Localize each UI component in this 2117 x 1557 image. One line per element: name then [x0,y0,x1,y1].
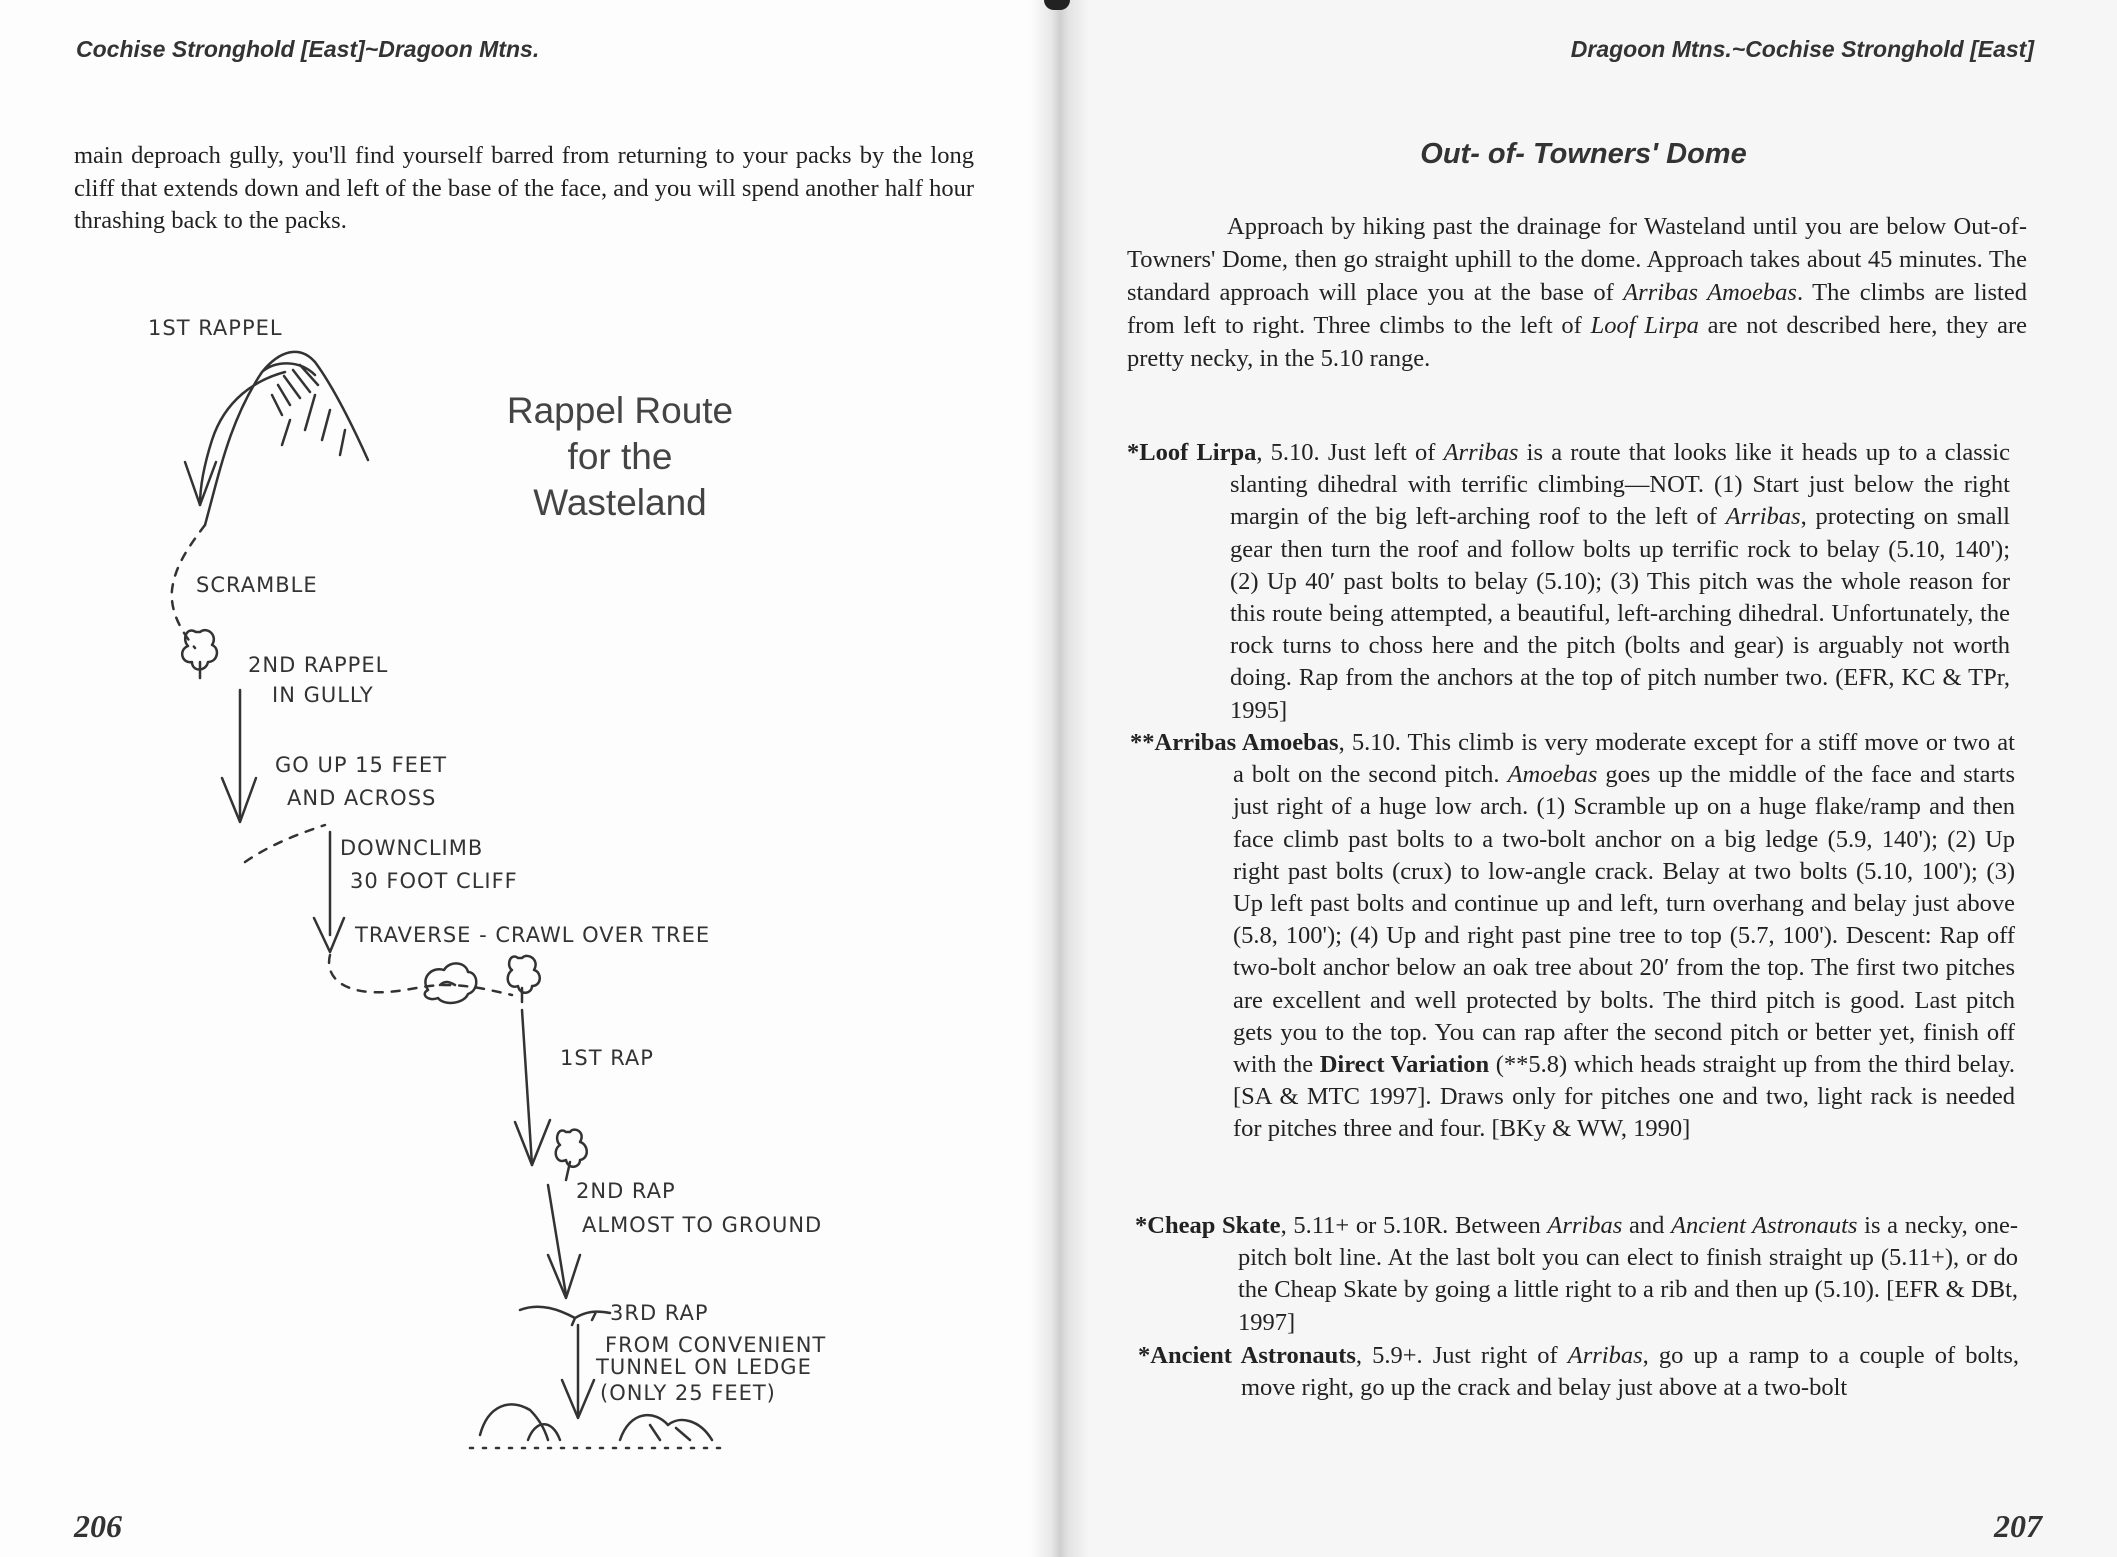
diagram-title-line: for the [567,436,673,477]
traverse-path [329,955,512,995]
label-third-rap-4: (ONLY 25 FEET) [600,1381,776,1405]
ground-rocks [480,1404,712,1440]
diagram-title [470,388,770,526]
label-third-rap-2: FROM CONVENIENT [605,1333,827,1357]
route-entry-arribas-amoebas: **Arribas Amoebas, 5.10. This climb is very moderate except for a stiff move or two at a bolt on the second pitch. Amoebas goes up the middle of the face and starts just right of a huge low arch. (1) Scramble up on a huge flake/ramp and then face climb past bolts to a two-bolt anchor on a big ledge (5.9, 140'); (2) Up right past bolts (crux) to low-angle crack. Belay at two bolts (5.10, 100'); (3) Up left past bolts and continue up and left, turn overhang and belay just above (5.8, 100'); (4) Up and right past pine tree to top (5.7, 100'). Descent: Rap off two-bolt anchor below an oak tree about 20′ from the top. The first two pitches are excellent and well protected by bolts. The third pitch is good. Last pitch gets you to the top. You can rap after the second pitch or better yet, finish off with the Direct Variation (**5.8) which heads straight up from the third belay. [SA & MTC 1997]. Draws only for pitches one and two, light rack is needed for pitches three and four. [BKy & WW, 1990] [1130,729,2015,1143]
route-entry-loof-lirpa: *Loof Lirpa, 5.10. Just left of Arribas is a route that looks like it heads up to a classic slanting dihedral with terrific climbing—NOT. (1) Start just below the right margin of the big left-arching roof to the left of Arribas, protecting on small gear then turn the roof and follow bolts up terrific rock to belay (5.10, 140'); (2) Up 40′ past bolts to belay (5.10); (3) This pitch was the whole reason for this route being attempted, a beautiful, left-arching dihedral. Unfortunately, the rock turns to choss here and the pitch (bolts and gear) is arguably not worth doing. Rap from the anchors at the top of pitch number two. (EFR, KC & TPr, 1995] [1127,439,2010,724]
left-paragraph: main deproach gully, you'll find yourself barred from returning to your packs by the long cliff that extends down and left of the base of the face, and you will spend another half hour thrashing back to the packs. [74,142,974,234]
first-rappel-arrow [200,372,285,505]
right-running-head: Dragoon Mtns.~Cochise Stronghold [East] [1570,36,2034,62]
intro-paragraph: Approach by hiking past the drainage for Wasteland until you are below Out-of-Towners' Dome, then go straight uphill to the dome. Approach takes about 45 minutes. The standard approach will place you at the base of Arribas Amoebas. The climbs are listed from left to right. Three climbs to the left of Loof Lirpa are not described here, they are pretty necky, in the 5.10 range. [1127,213,2027,372]
label-third-rap-3: TUNNEL ON LEDGE [596,1355,812,1379]
label-go-up-1: GO UP 15 FEET [275,753,448,777]
label-second-rappel-2: IN GULLY [272,683,374,707]
label-second-rap-2: ALMOST TO GROUND [582,1213,823,1237]
across-path [245,825,325,862]
diagram-title-line: Rappel Route [506,390,734,431]
label-third-rap-1: 3RD RAP [610,1301,709,1325]
label-first-rap: 1ST RAP [560,1046,654,1070]
bush-icon [425,963,477,1003]
section-title: Out- of- Towners' Dome [1420,138,1747,170]
label-second-rappel-1: 2ND RAPPEL [248,653,389,677]
diagram-title-line: Wasteland [533,482,707,523]
route-entry-ancient-astronauts: *Ancient Astronauts, 5.9+. Just right of Arribas, go up a ramp to a couple of bolts, move right, go up the crack and belay just above at a two-bolt [1138,1342,2019,1402]
left-running-head: Cochise Stronghold [East]~Dragoon Mtns. [76,36,540,62]
label-second-rap-1: 2ND RAP [576,1179,676,1203]
ledge-drawing [520,1307,610,1325]
rappel-route-diagram [0,0,1040,1490]
label-scramble: SCRAMBLE [196,573,318,597]
label-downclimb-1: DOWNCLIMB [340,836,484,860]
rock-face-drawing [205,352,368,525]
route-entry-cheap-skate: *Cheap Skate, 5.11+ or 5.10R. Between Arribas and Ancient Astronauts is a necky, one-pitch bolt line. At the last bolt you can elect to finish straight up (5.11+), or do the Cheap Skate by going a little right to a rib and then up (5.10). [EFR & DBt, 1997] [1135,1212,2019,1336]
label-downclimb-2: 30 FOOT CLIFF [350,869,518,893]
label-traverse: TRAVERSE - CRAWL OVER TREE [355,923,711,947]
label-first-rappel: 1ST RAPPEL [148,316,283,340]
left-page-number: 206 [74,1508,122,1544]
right-page-number: 207 [1994,1508,2042,1544]
label-go-up-2: AND ACROSS [287,786,437,810]
tree-icon-3 [556,1130,587,1180]
